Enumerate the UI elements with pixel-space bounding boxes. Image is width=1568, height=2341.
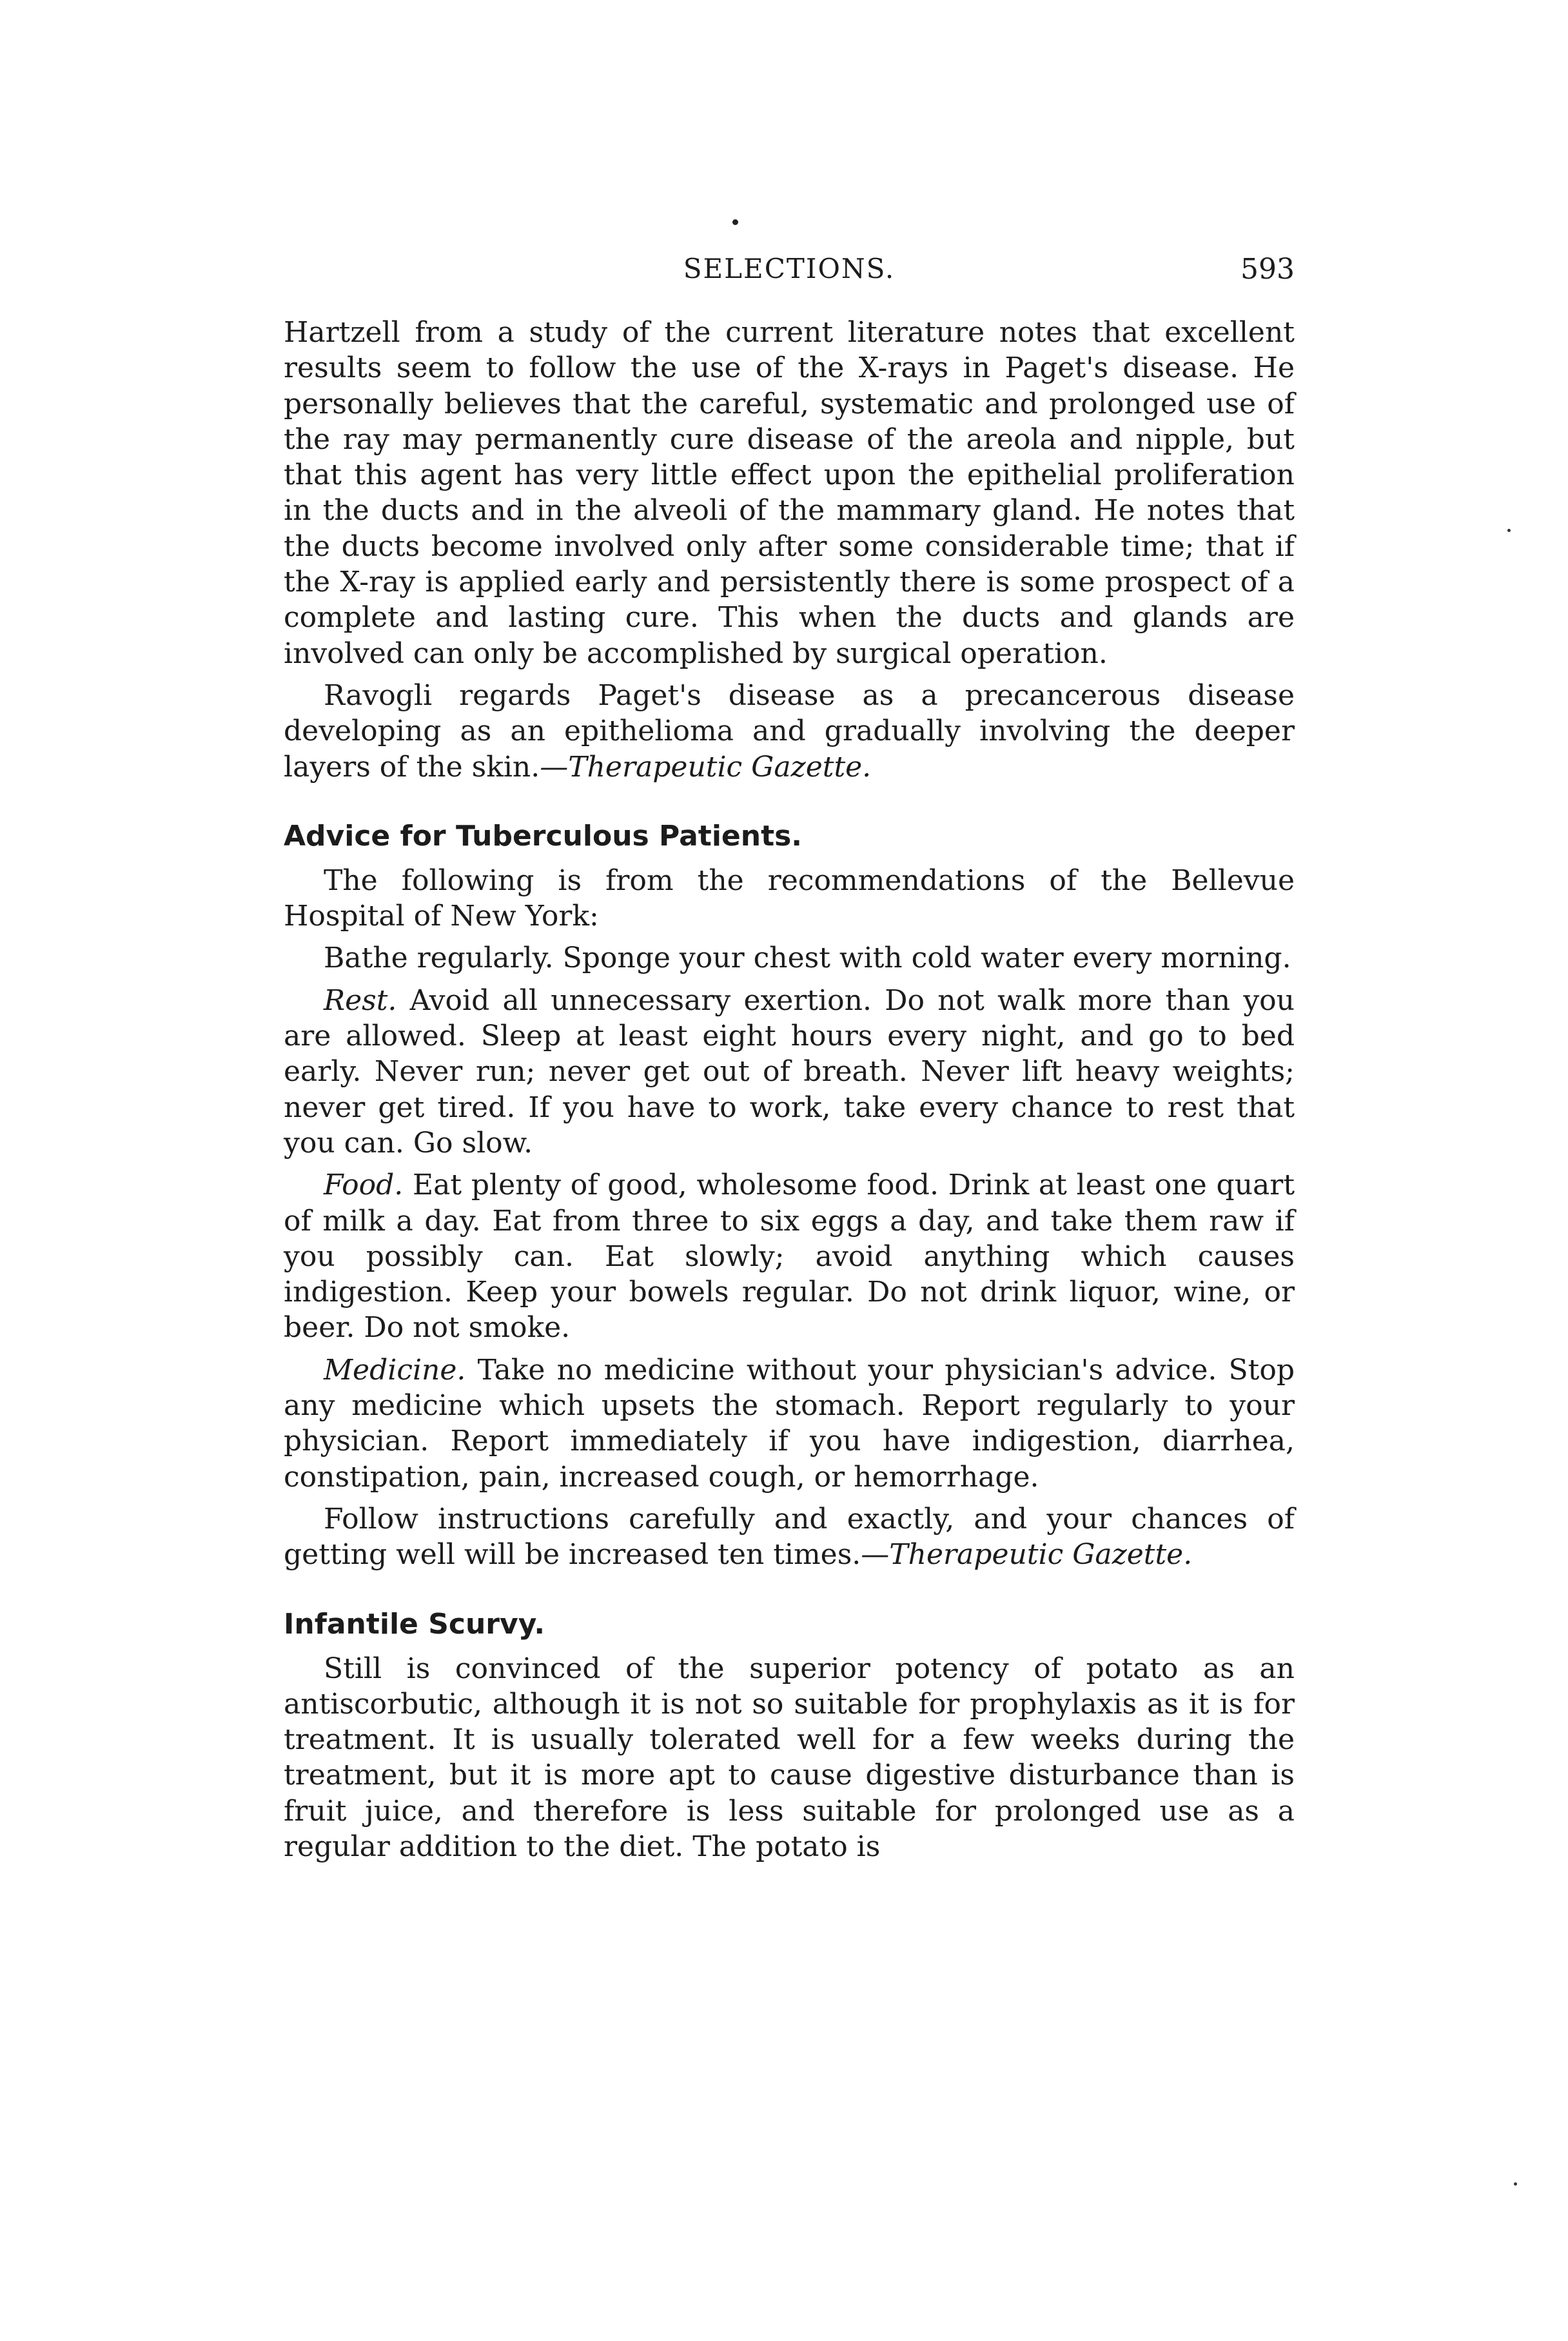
page-number: 593 [1240, 253, 1295, 286]
body-text [284, 315, 1295, 1871]
ravogli-text: Ravogli regards Paget's disease as a precancerous disease developing as an epithelioma and gradually involving the deeper layers of the skin. [284, 678, 1295, 784]
food-text: Eat plenty of good, wholesome food. Drink at least one quart of milk a day. Eat from three to six eggs a day, and take them raw if you possibly can. Eat slowly; avoid anything which causes indigestion. Keep your bowels regular. Do not drink liquor, wine, or beer. Do not smoke. [284, 1169, 1295, 1345]
paragraph-bathe: Bathe regularly. Sponge your chest with cold water every morning. [324, 942, 1291, 975]
medicine-label: Medicine. [324, 1353, 466, 1387]
rest-text: Avoid all unnecessary exertion. Do not walk more than you are allowed. Sleep at least eight hours every night, and go to bed early. Never run; never get out of breath. Never lift heavy weights; never get tired. If you have to work, take every chance to rest that you can. Go slow. [284, 983, 1295, 1160]
page-header [284, 253, 1295, 298]
section-heading-tuberculous: Advice for Tuberculous Patients. [284, 819, 803, 853]
paragraph-rest [284, 983, 1295, 1161]
paragraph-scurvy: Still is convinced of the superior potency of potato as an antiscorbutic, although it is not so suitable for prophylaxis as it is for treatment. It is usually tolerated well for a few weeks during the treatment, but it is more apt to cause digestive disturbance than is fruit juice, and therefore is less suitable for prolonged use as a regular addition to the diet. The potato is [284, 1652, 1295, 1863]
page-speck [1507, 529, 1511, 532]
rest-label: Rest. [324, 983, 397, 1017]
citation-source: —Therapeutic Gazette. [861, 1538, 1193, 1572]
paragraph-hartzell: Hartzell from a study of the current literature notes that excellent results seem to follow the use of the X-rays in Paget's disease. He personally believes that the careful, systematic and prolonged use of the ray may permanently cure disease of the areola and nipple, but that this agent has very little effect upon the epithelial proliferation in the ducts and in the alveoli of the mammary gland. He notes that the ducts become involved only after some considerable time; that if the X-ray is applied early and persistently there is some prospect of a complete and lasting cure. This when the ducts and glands are involved can only be accomplished by surgical operation. [284, 316, 1295, 670]
food-label: Food. [324, 1169, 404, 1202]
printer-dot [732, 219, 738, 225]
paragraph-ravogli [284, 678, 1295, 785]
paragraph-intro: The following is from the recommendations of the Bellevue Hospital of New York: [284, 864, 1295, 933]
paragraph-food [284, 1167, 1295, 1345]
follow-text: Follow instructions carefully and exactly, and your chances of getting well will be increased ten times. [284, 1502, 1295, 1572]
medicine-text: Take no medicine without your physician's advice. Stop any medicine which upsets the stomach. Report regularly to your physician. Report immediately if you have indigestion, diarrhea, constipation, pain, increased cough, or hemorrhage. [284, 1353, 1295, 1494]
paragraph-follow [284, 1501, 1295, 1573]
running-head: SELECTIONS. [683, 253, 896, 284]
paragraph-medicine [284, 1352, 1295, 1495]
citation-source: —Therapeutic Gazette. [540, 750, 872, 784]
page-speck [1514, 2182, 1517, 2186]
section-heading-scurvy: Infantile Scurvy. [284, 1607, 545, 1641]
